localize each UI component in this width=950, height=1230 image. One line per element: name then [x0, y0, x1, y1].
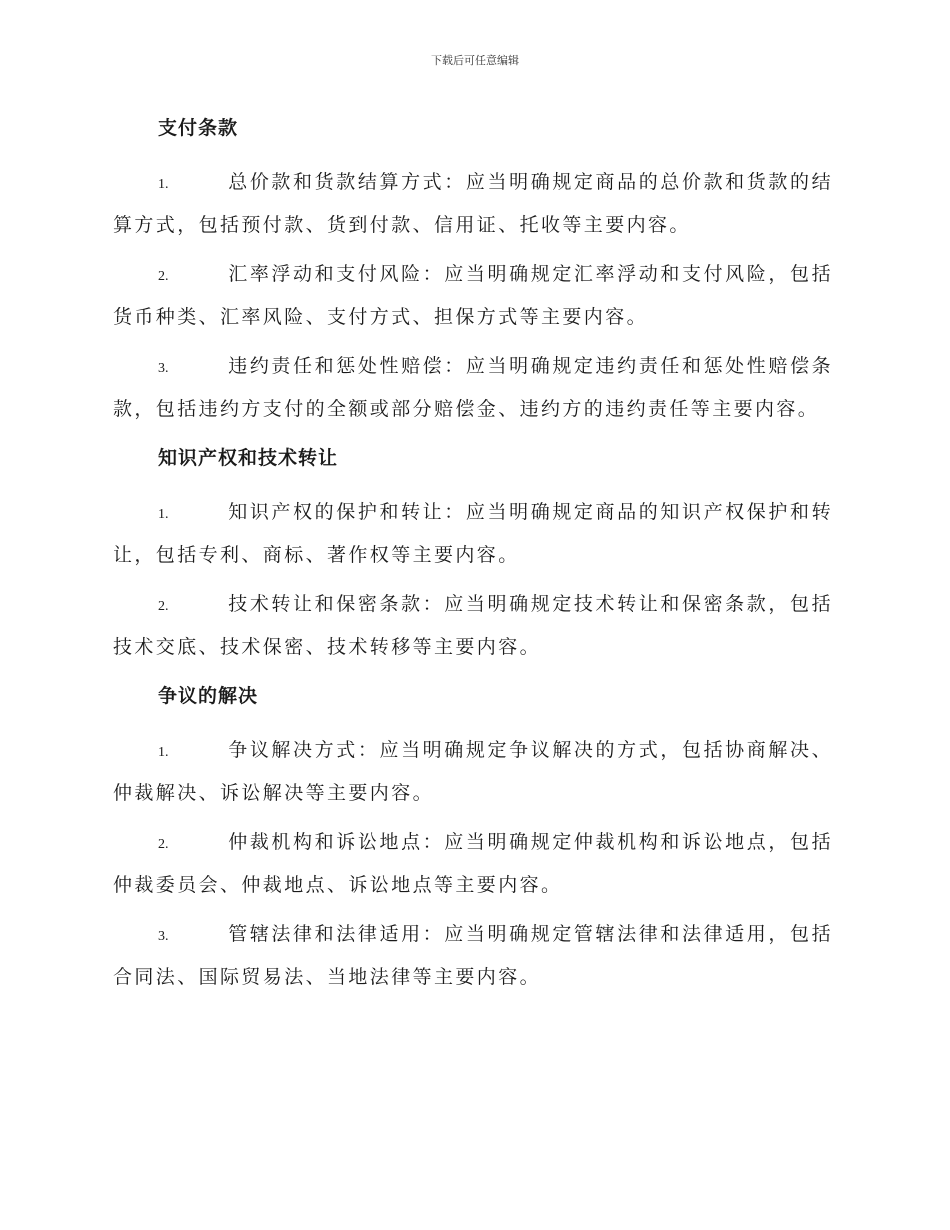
clause-text: 仲裁机构和诉讼地点：应当明确规定仲裁机构和诉讼地点，包括仲裁委员会、仲裁地点、诉讼地点等主要内容。 — [113, 831, 833, 896]
clause — [113, 730, 833, 813]
section-dispute-resolution — [113, 676, 833, 997]
document-body — [113, 108, 833, 1006]
clause — [113, 822, 833, 905]
clause — [113, 914, 833, 997]
section-heading: 知识产权和技术转让 — [158, 447, 339, 469]
section-heading: 支付条款 — [158, 117, 239, 139]
clause-number: 2. — [158, 599, 169, 614]
clause — [113, 492, 833, 575]
clause-text: 总价款和货款结算方式：应当明确规定商品的总价款和货款的结算方式，包括预付款、货到付款、信用证、托收等主要内容。 — [113, 171, 833, 236]
clause-number: 3. — [158, 361, 169, 376]
section-payment-terms — [113, 108, 833, 429]
clause-number: 1. — [158, 177, 169, 192]
clause-number: 1. — [158, 507, 169, 522]
clause-number: 3. — [158, 929, 169, 944]
section-ip-and-technology-transfer — [113, 438, 833, 667]
clause-number: 2. — [158, 837, 169, 852]
clause — [113, 584, 833, 667]
clause-text: 违约责任和惩处性赔偿：应当明确规定违约责任和惩处性赔偿条款，包括违约方支付的全额或部分赔偿金、违约方的违约责任等主要内容。 — [113, 355, 833, 420]
clause — [113, 254, 833, 337]
clause-text: 管辖法律和法律适用：应当明确规定管辖法律和法律适用，包括合同法、国际贸易法、当地法律等主要内容。 — [113, 923, 833, 988]
clause-text: 技术转让和保密条款：应当明确规定技术转让和保密条款，包括技术交底、技术保密、技术转移等主要内容。 — [113, 593, 833, 658]
clause-text: 争议解决方式：应当明确规定争议解决的方式，包括协商解决、仲裁解决、诉讼解决等主要内容。 — [113, 739, 833, 804]
clause — [113, 346, 833, 429]
page-header: 下载后可任意编辑 — [431, 54, 519, 67]
section-heading: 争议的解决 — [158, 685, 259, 707]
clause-text: 汇率浮动和支付风险：应当明确规定汇率浮动和支付风险，包括货币种类、汇率风险、支付方式、担保方式等主要内容。 — [113, 263, 833, 328]
clause-text: 知识产权的保护和转让：应当明确规定商品的知识产权保护和转让，包括专利、商标、著作权等主要内容。 — [113, 501, 833, 566]
clause-number: 2. — [158, 269, 169, 284]
clause — [113, 162, 833, 245]
clause-number: 1. — [158, 745, 169, 760]
